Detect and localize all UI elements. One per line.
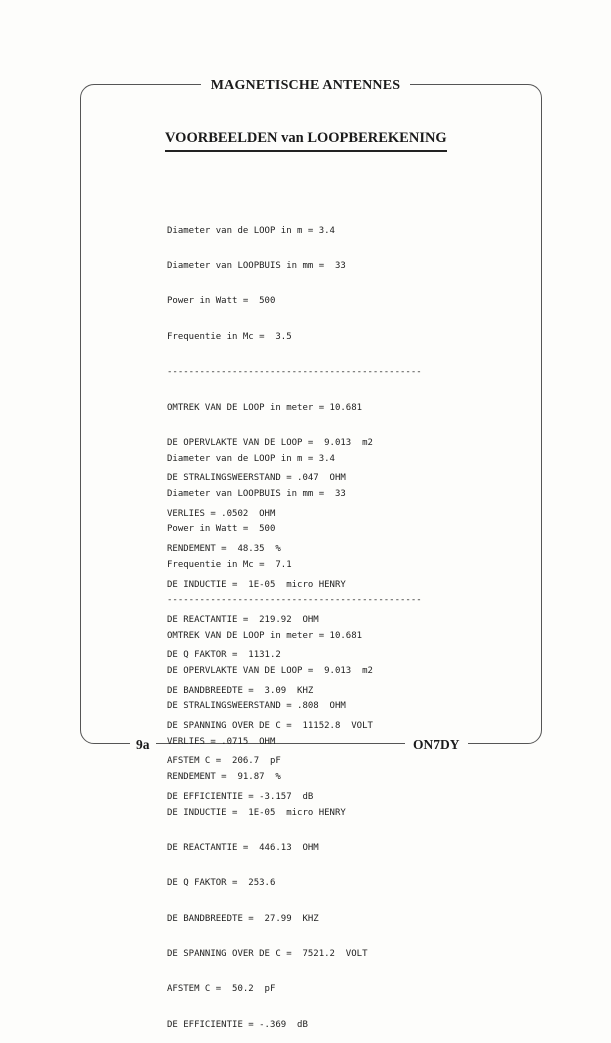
example-1-result-spanning: DE SPANNING OVER DE C = 11152.8 VOLT <box>167 721 373 732</box>
example-1-result-verlies: VERLIES = .0502 OHM <box>167 508 276 519</box>
example-1-input-diameter-loop: Diameter van de LOOP in m = 3.4 <box>167 225 335 236</box>
header-title: MAGNETISCHE ANTENNES <box>201 78 411 93</box>
example-2-result-omtrek: OMTREK VAN DE LOOP in meter = 10.681 <box>167 630 363 641</box>
example-1-result-afstem-c: AFSTEM C = 206.7 pF <box>167 756 281 767</box>
example-1-input-diameter-tube: Diameter van LOOPBUIS in mm = 33 <box>167 260 346 271</box>
example-2-input-frequency: Frequentie in Mc = 7.1 <box>167 559 292 570</box>
example-2-result-spanning: DE SPANNING OVER DE C = 7521.2 VOLT <box>167 949 368 960</box>
example-2-result-opervlakte: DE OPERVLAKTE VAN DE LOOP = 9.013 m2 <box>167 665 373 676</box>
example-2-result-stralingsweerstand: DE STRALINGSWEERSTAND = .808 OHM <box>167 701 346 712</box>
example-1-separator: ----------------------------------------------- <box>167 367 422 378</box>
example-2-input-diameter-tube: Diameter van LOOPBUIS in mm = 33 <box>167 488 346 499</box>
example-1-result-bandbreedte: DE BANDBREEDTE = 3.09 KHZ <box>167 685 314 696</box>
example-2-result-rendement: RENDEMENT = 91.87 % <box>167 772 281 783</box>
example-2-result-reactantie: DE REACTANTIE = 446.13 OHM <box>167 842 319 853</box>
author-callsign: ON7DY <box>405 737 468 753</box>
example-1-input-frequency: Frequentie in Mc = 3.5 <box>167 331 292 342</box>
header <box>0 76 611 94</box>
example-2-input-power: Power in Watt = 500 <box>167 524 276 535</box>
example-1-result-omtrek: OMTREK VAN DE LOOP in meter = 10.681 <box>167 402 363 413</box>
example-2-result-verlies: VERLIES = .0715 OHM <box>167 736 276 747</box>
example-2-input-diameter-loop: Diameter van de LOOP in m = 3.4 <box>167 453 335 464</box>
example-2-result-efficientie: DE EFFICIENTIE = -.369 dB <box>167 1019 308 1030</box>
example-1-result-q-faktor: DE Q FAKTOR = 1131.2 <box>167 650 281 661</box>
example-1-result-stralingsweerstand: DE STRALINGSWEERSTAND = .047 OHM <box>167 473 346 484</box>
example-1-result-rendement: RENDEMENT = 48.35 % <box>167 544 281 555</box>
example-2-separator: ----------------------------------------------- <box>167 595 422 606</box>
example-1-result-efficientie: DE EFFICIENTIE = -3.157 dB <box>167 791 314 802</box>
example-1-result-reactantie: DE REACTANTIE = 219.92 OHM <box>167 614 319 625</box>
example-1-result-opervlakte: DE OPERVLAKTE VAN DE LOOP = 9.013 m2 <box>167 437 373 448</box>
example-2-result-inductie: DE INDUCTIE = 1E-05 micro HENRY <box>167 807 346 818</box>
example-2-result-q-faktor: DE Q FAKTOR = 253.6 <box>167 878 276 889</box>
example-1-input-power: Power in Watt = 500 <box>167 296 276 307</box>
page-number: 9a <box>130 737 156 753</box>
section-title: VOORBEELDEN van LOOPBEREKENING <box>165 130 447 152</box>
example-2-result-bandbreedte: DE BANDBREEDTE = 27.99 KHZ <box>167 913 319 924</box>
example-1-result-inductie: DE INDUCTIE = 1E-05 micro HENRY <box>167 579 346 590</box>
example-2-result-afstem-c: AFSTEM C = 50.2 pF <box>167 984 276 995</box>
